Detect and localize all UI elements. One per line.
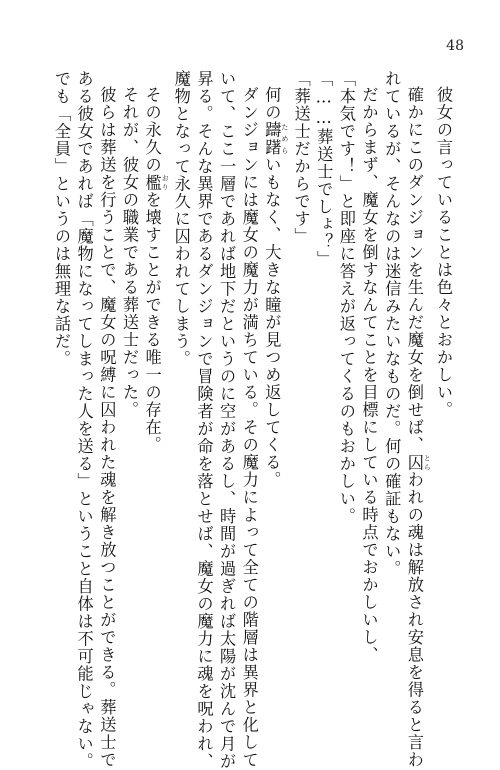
- text-line: [192, 70, 214, 770]
- text-line-segment: 「……葬送士でしょ？」: [314, 70, 334, 269]
- text-line: [215, 70, 237, 770]
- ruby-annotation: [404, 453, 432, 472]
- ruby-base: 躊躇: [262, 121, 282, 156]
- ruby-annotation: [142, 173, 170, 192]
- ruby-reading: おり: [161, 173, 170, 191]
- text-line: [312, 70, 334, 268]
- text-line-segment: その永久の: [142, 86, 162, 174]
- text-line-segment: れているが、そんなのは迷信みたいなものだ。何の確証もない。: [382, 70, 402, 578]
- text-line-segment: 何の: [262, 86, 282, 121]
- text-line: [118, 70, 140, 419]
- text-line: [95, 70, 117, 769]
- text-line-segment: ある彼女であれば「魔物になってしまった人を送る」ということ自体は不可能じゃない。: [74, 70, 94, 770]
- text-line-segment: でも「全員」というのは無理な話だ。: [52, 70, 71, 368]
- text-line-segment: ダンジョンには魔女の魔力が満ちている。その魔力によって全ての階層は異界と化して: [239, 86, 259, 769]
- text-line-segment: 昇る。そんな異界であるダンジョンで冒険者が命を落とせば、魔女の魔力に魂を呪われ、: [194, 70, 214, 770]
- text-line-segment: 彼女の言っていることは色々とおかしい。: [434, 86, 453, 419]
- text-line-segment: 彼らは葬送を行うことで、魔女の呪縛に囚われた魂を解き放つことができる。葬送士で: [97, 86, 117, 769]
- text-line-segment: 確かにこのダンジョンを生んだ魔女を倒せば、: [404, 86, 424, 454]
- text-line-segment: を壊すことができる唯一の存在。: [142, 191, 162, 454]
- text-line: [50, 70, 72, 368]
- text-line: [260, 70, 289, 489]
- page-number: 48: [446, 38, 464, 54]
- text-line-segment: われの魂は解放され安息を得ると言わ: [404, 471, 424, 769]
- text-line-segment: それが、彼女の職業である葬送士だった。: [119, 86, 139, 419]
- ruby-base: 囚: [404, 453, 424, 471]
- text-line: [335, 70, 357, 525]
- ruby-annotation: [262, 121, 289, 156]
- text-line-segment: いもなく、大きな瞳が見つめ返してくる。: [262, 156, 282, 489]
- text-line: [141, 70, 170, 454]
- text-line-segment: だからまず、魔女を倒すなんてことを目標にしている時点でおかしいし、: [359, 86, 379, 664]
- text-line-segment: 「葬送士だからです」: [291, 70, 311, 245]
- ruby-reading: とら: [423, 453, 432, 471]
- text-line-segment: いて、ここ一層であれば地下だというのに空があるし、時間が過ぎれば太陽が沈んで月が: [217, 70, 237, 770]
- text-line: [170, 70, 192, 368]
- vertical-text-body: [50, 70, 454, 770]
- text-line: [73, 70, 95, 770]
- text-line: [358, 70, 380, 664]
- text-line: [432, 70, 454, 419]
- ruby-base: 檻: [142, 173, 162, 191]
- text-line: [238, 70, 260, 769]
- ruby-reading: ためら: [280, 121, 289, 156]
- text-line: [290, 70, 312, 245]
- text-line: [380, 70, 402, 578]
- text-line-segment: 魔物となって永久に囚われてしまう。: [171, 70, 191, 368]
- text-line: [403, 70, 432, 769]
- text-line-segment: 「本気です！」と即座に答えが返ってくるのもおかしい。: [336, 70, 356, 525]
